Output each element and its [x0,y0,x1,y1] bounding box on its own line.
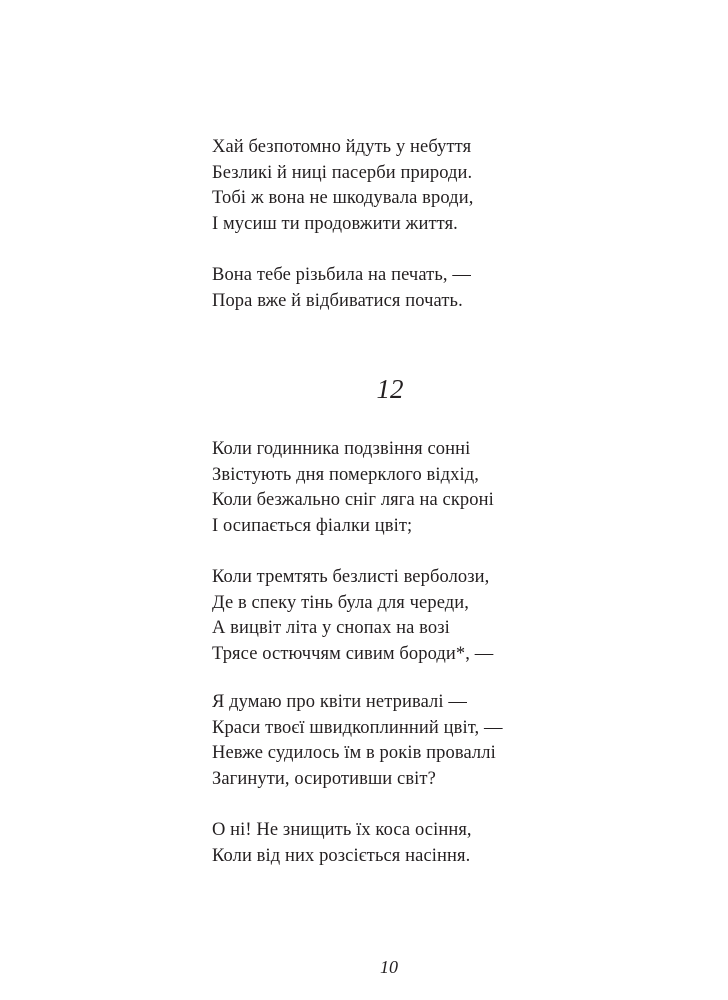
poem-line: Загинути, осиротивши світ? [212,768,436,789]
poem-line: Невже судилось їм в років проваллі [212,743,496,763]
previous-sonnet-couplet [212,263,471,314]
sonnet-quatrain-3 [212,690,503,792]
poem-line: Тобі ж вона не шкодувала вроди, [212,188,474,208]
poem-line: Краси твоєї швидкоплинний цвіт, — [212,717,503,738]
poem-line: Безликі й ниці пасерби природи. [212,162,473,183]
poem-line: І мусиш ти продовжити життя. [212,213,458,234]
poem-line: І осипається фіалки цвіт; [212,515,413,536]
poem-line: Де в спеку тінь була для череди, [212,592,470,613]
previous-sonnet-quatrain [212,135,473,237]
poem-line: Вона тебе різьбила на печать, — [212,265,471,285]
sonnet-quatrain-1 [212,437,494,539]
poem-line: Я думаю про квіти нетривалі — [212,692,467,712]
sonnet-quatrain-2 [212,565,493,667]
sonnet-number-heading: 12 [376,374,404,404]
poem-line: А вицвіт літа у снопах на возі [212,618,450,638]
poem-line: Хай безпотомно йдуть у небуття [212,137,472,157]
poem-line: Звістують дня померклого відхід, [212,464,479,485]
poem-line: Коли від них розсіється насіння. [212,845,471,866]
poem-line: Пора вже й відбиватися почать. [212,290,463,311]
poem-line: Коли безжально сніг ляга на скроні [212,490,494,510]
poem-line: Коли тремтять безлисті верболози, [212,567,490,587]
sonnet-couplet [212,818,472,869]
poem-line: Трясе остюччям сивим бороди*, — [212,643,494,664]
poem-line: О ні! Не знищить їх коса осіння, [212,820,472,840]
page-number: 10 [380,957,398,977]
poem-line: Коли годинника подзвіння сонні [212,439,471,459]
